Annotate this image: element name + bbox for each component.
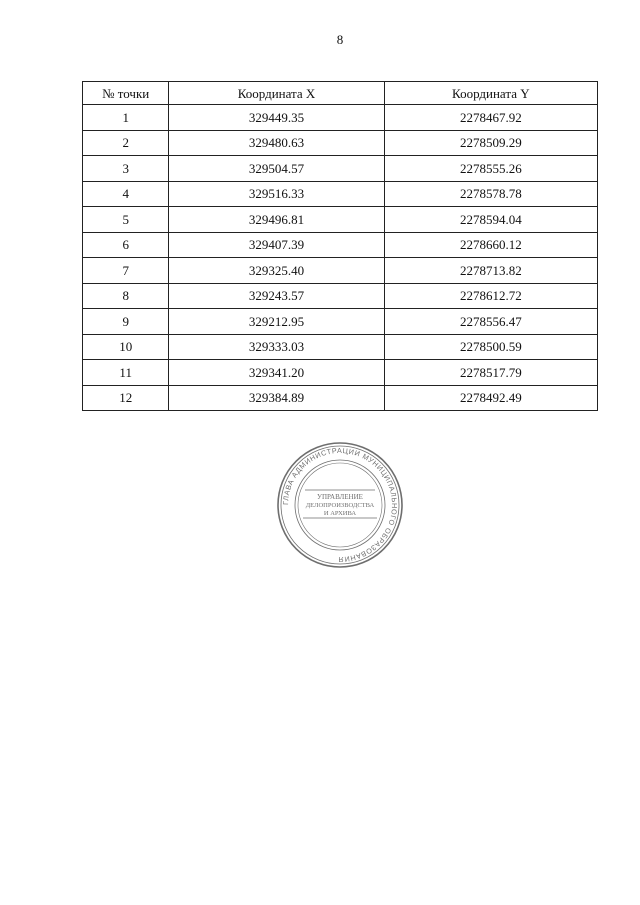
cell-point-number: 9 bbox=[83, 309, 169, 335]
table-row bbox=[83, 385, 598, 411]
table-row bbox=[83, 130, 598, 156]
cell-point-number: 3 bbox=[83, 156, 169, 182]
cell-coordinate-x: 329407.39 bbox=[169, 232, 384, 258]
cell-coordinate-y: 2278612.72 bbox=[384, 283, 597, 309]
cell-coordinate-y: 2278500.59 bbox=[384, 334, 597, 360]
table-row bbox=[83, 258, 598, 284]
cell-point-number: 12 bbox=[83, 385, 169, 411]
seal-center-line-3: И АРХИВА bbox=[323, 510, 357, 517]
cell-coordinate-x: 329496.81 bbox=[169, 207, 384, 233]
cell-coordinate-y: 2278594.04 bbox=[384, 207, 597, 233]
cell-coordinate-x: 329384.89 bbox=[169, 385, 384, 411]
cell-coordinate-y: 2278556.47 bbox=[384, 309, 597, 335]
table-row bbox=[83, 181, 598, 207]
cell-coordinate-x: 329212.95 bbox=[169, 309, 384, 335]
cell-point-number: 6 bbox=[83, 232, 169, 258]
header-coordinate-y: Координата Y bbox=[384, 82, 597, 105]
seal-center-line-1: УПРАВЛЕНИЕ bbox=[317, 493, 363, 501]
cell-coordinate-y: 2278467.92 bbox=[384, 105, 597, 131]
cell-point-number: 8 bbox=[83, 283, 169, 309]
cell-point-number: 5 bbox=[83, 207, 169, 233]
cell-coordinate-y: 2278492.49 bbox=[384, 385, 597, 411]
cell-point-number: 1 bbox=[83, 105, 169, 131]
cell-coordinate-x: 329449.35 bbox=[169, 105, 384, 131]
table-row bbox=[83, 360, 598, 386]
table-row bbox=[83, 105, 598, 131]
cell-coordinate-x: 329325.40 bbox=[169, 258, 384, 284]
cell-coordinate-y: 2278517.79 bbox=[384, 360, 597, 386]
cell-coordinate-x: 329504.57 bbox=[169, 156, 384, 182]
table-row bbox=[83, 207, 598, 233]
cell-point-number: 2 bbox=[83, 130, 169, 156]
cell-coordinate-y: 2278713.82 bbox=[384, 258, 597, 284]
seal-center-line-2: ДЕЛОПРОИЗВОДСТВА bbox=[305, 502, 375, 509]
cell-point-number: 7 bbox=[83, 258, 169, 284]
table-row bbox=[83, 283, 598, 309]
cell-coordinate-y: 2278509.29 bbox=[384, 130, 597, 156]
cell-coordinate-y: 2278578.78 bbox=[384, 181, 597, 207]
cell-point-number: 10 bbox=[83, 334, 169, 360]
page-number: 8 bbox=[336, 32, 344, 47]
official-seal-stamp bbox=[275, 440, 405, 570]
cell-coordinate-y: 2278660.12 bbox=[384, 232, 597, 258]
header-coordinate-x: Координата X bbox=[169, 82, 384, 105]
header-point-number: № точки bbox=[83, 82, 169, 105]
table-row bbox=[83, 309, 598, 335]
cell-coordinate-x: 329243.57 bbox=[169, 283, 384, 309]
table-row bbox=[83, 334, 598, 360]
table-row bbox=[83, 156, 598, 182]
coordinates-table bbox=[82, 81, 598, 411]
cell-point-number: 11 bbox=[83, 360, 169, 386]
cell-coordinate-y: 2278555.26 bbox=[384, 156, 597, 182]
cell-coordinate-x: 329333.03 bbox=[169, 334, 384, 360]
seal-ring-text: ГЛАВА АДМИНИСТРАЦИИ МУНИЦИПАЛЬНОГО ОБРАЗОВАНИЯ bbox=[280, 445, 400, 565]
table-header-row bbox=[83, 82, 598, 105]
cell-coordinate-x: 329341.20 bbox=[169, 360, 384, 386]
cell-coordinate-x: 329480.63 bbox=[169, 130, 384, 156]
cell-point-number: 4 bbox=[83, 181, 169, 207]
cell-coordinate-x: 329516.33 bbox=[169, 181, 384, 207]
table-row bbox=[83, 232, 598, 258]
